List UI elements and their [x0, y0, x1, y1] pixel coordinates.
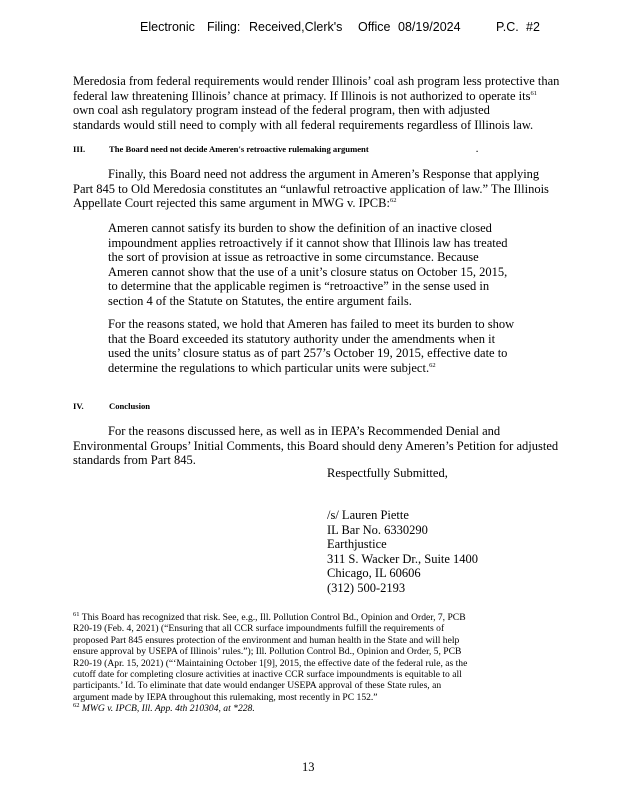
signature-address-1: 311 S. Wacker Dr., Suite 1400 [327, 551, 479, 566]
section-3-trailing-dot: . [476, 144, 479, 154]
conclusion-line: For the reasons discussed here, as well as in IEPA’s Recommended Denial and [108, 424, 501, 438]
footnote-61-line: participants.’ Id. To eliminate that date would endanger USEPA approval of these State rules, an [73, 680, 442, 692]
quote-line: to determine that the applicable regimen is “retroactive” in the sense used in [108, 279, 490, 294]
footnote-61-line: R20-19 (Feb. 4, 2021) (“Ensuring that all CCR surface impoundments fulfill the requirements of [73, 623, 445, 635]
quote-line: the sort of provision at issue as retroactive in some circumstance. Because [108, 250, 479, 265]
quote-line: Ameren cannot show that the use of a unit’s closure status on October 15, 2015, [108, 264, 508, 279]
footnote-marker: 61 [530, 89, 537, 97]
section-3-line: Part 845 to Old Meredosia constitutes an “unlawful retroactive application of law.” The Illinois [73, 181, 549, 196]
signature-phone: (312) 500-2193 [327, 581, 406, 595]
section-3-title: The Board need not decide Ameren's retroactive rulemaking argument [109, 144, 369, 154]
signature-closing: Respectfully Submitted, [327, 466, 448, 480]
footnote-marker: 62 [429, 361, 436, 369]
signature-organization: Earthjustice [327, 537, 387, 552]
footnote-61-line: $^{61}$ This Board has recognized that risk. See, e.g., Ill. Pollution Control Bd., Opinion and Order, 7, PCB [73, 610, 466, 623]
signature-bar-number: IL Bar No. 6330290 [327, 522, 428, 537]
footnote-61-line: ensure approval by USEPA of Illinois’ rules.”); Ill. Pollution Control Bd., Opinion and Order, 5, PCB [73, 646, 462, 658]
quote-line: used the units’ closure status as of part 257’s October 19, 2015, effective date to [108, 346, 508, 361]
intro-line: standards would still need to comply with all federal requirements regardless of Illinois law. [73, 117, 534, 132]
footnote-61-line: cutoff date for completing closure activities at inactive CCR surface impoundments is equitable to all [73, 669, 462, 680]
section-4-title: Conclusion [109, 401, 151, 411]
signature-address-2: Chicago, IL 60606 [327, 566, 421, 581]
conclusion-line: Environmental Groups’ Initial Comments, this Board should deny Ameren’s Petition for adjusted [73, 438, 559, 453]
header-electronic: Electronic [140, 20, 195, 34]
section-3-number: III. [73, 144, 86, 154]
quote-line: section 4 of the Statute on Statutes, the entire argument fails. [108, 294, 412, 308]
header-pc-number: #2 [526, 20, 540, 34]
quote-line: impoundment applies retroactively if it cannot show that Illinois law has treated [108, 235, 508, 250]
footnote-62-line: $^{62}$ MWG v. IPCB, Ill. App. 4th 210304, at *228. [73, 702, 255, 715]
intro-line: Meredosia from federal requirements would render Illinois’ coal ash program less protective than [73, 74, 560, 88]
signature-name: /s/ Lauren Piette [327, 508, 409, 522]
footnote-61-line: argument made by IEPA throughout this rulemaking, most recently in PC 152.” [73, 691, 378, 703]
header-received: Received,Clerk's [249, 20, 343, 34]
footnote-61-line: R20-19 (Apr. 15, 2021) (“‘Maintaining October 1[9], 2015, the effective date of the federal rule, as the [73, 657, 468, 669]
intro-line: own coal ash regulatory program instead of the federal program, then with adjusted [73, 103, 490, 118]
header-date: 08/19/2024 [398, 20, 461, 34]
footnote-marker: 62 [389, 197, 397, 205]
section-4-number: IV. [73, 401, 84, 411]
header-pc: P.C. [496, 20, 519, 34]
quote-line: that the Board exceeded its statutory authority under the amendments when it [108, 331, 496, 346]
intro-line: federal law threatening Illinois’ chance at primacy. If Illinois is not authorized to operate its$^{61}$ [73, 88, 537, 103]
footnote-61-line: proposed Part 845 ensures protection of the environment and human health in the State and will help [73, 634, 460, 646]
footnote-62-marker: 62 [73, 702, 80, 709]
conclusion-line: standards from Part 845. [73, 453, 196, 468]
quote-line: Ameren cannot satisfy its burden to show the definition of an inactive closed [108, 221, 492, 235]
section-3-line: Appellate Court rejected this same argument in MWG v. IPCB:$^{62}$ [73, 196, 397, 211]
quote-line: determine the regulations to which particular units were subject.$^{62}$ [108, 360, 436, 375]
section-3-line: Finally, this Board need not address the argument in Ameren’s Response that applying [108, 167, 540, 181]
header-office: Office [358, 20, 391, 34]
header-filing: Filing: [207, 20, 241, 34]
quote-line: For the reasons stated, we hold that Ameren has failed to meet its burden to show [108, 317, 515, 331]
filing-header [0, 20, 618, 36]
footnote-61-marker: 61 [73, 610, 80, 618]
page-number: 13 [302, 760, 315, 774]
